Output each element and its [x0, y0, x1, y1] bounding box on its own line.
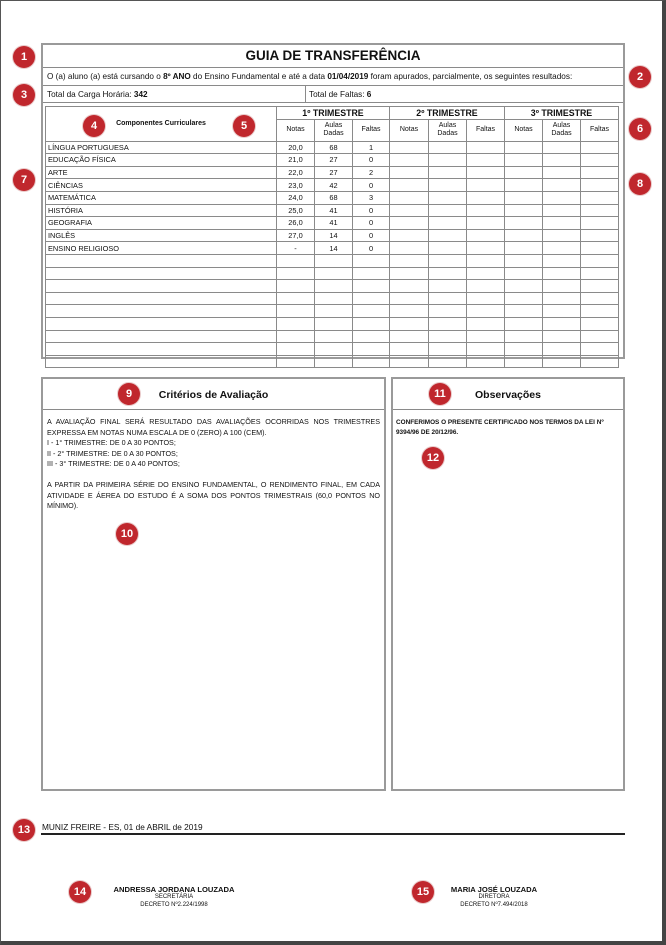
callout-badge: 2 — [629, 66, 651, 88]
t2-notas-cell — [390, 154, 429, 167]
t3-aulas-cell — [543, 355, 581, 368]
t2-notas-cell — [390, 267, 429, 280]
table-row — [46, 305, 619, 318]
components-header: Componentes Curriculares — [46, 107, 277, 142]
t1-faltas-cell — [353, 254, 390, 267]
callout-badge: 11 — [429, 383, 451, 405]
t1-aulas-cell: 27 — [315, 166, 353, 179]
t2-notas-cell — [390, 305, 429, 318]
t1-faltas-cell — [353, 317, 390, 330]
t2-faltas-cell — [467, 292, 505, 305]
t2-notes-header: Notas — [390, 119, 429, 141]
t1-notas-cell: 26,0 — [277, 217, 315, 230]
t3-faltas-cell — [581, 317, 619, 330]
observations-box — [391, 377, 625, 791]
t1-notas-cell — [277, 292, 315, 305]
t3-notas-cell — [505, 154, 543, 167]
t3-notas-cell — [505, 217, 543, 230]
t1-aulas-cell — [315, 254, 353, 267]
criteria-divider — [43, 409, 384, 410]
t3-notas-cell — [505, 254, 543, 267]
director-name: MARIA JOSÉ LOUZADA — [450, 885, 538, 894]
t1-notas-cell — [277, 305, 315, 318]
t1-aulas-cell: 27 — [315, 154, 353, 167]
callout-badge: 14 — [69, 881, 91, 903]
criteria-item-2: II - 2° TRIMESTRE: DE 0 A 30 PONTOS; — [47, 448, 178, 458]
t2-notas-cell — [390, 254, 429, 267]
t3-aulas-cell — [543, 154, 581, 167]
table-row — [46, 254, 619, 267]
t3-aulas-cell — [543, 166, 581, 179]
t3-notes-header: Notas — [505, 119, 543, 141]
t2-notas-cell — [390, 229, 429, 242]
t2-notas-cell — [390, 217, 429, 230]
t3-notas-cell — [505, 343, 543, 356]
t2-notas-cell — [390, 343, 429, 356]
grades-body — [46, 141, 619, 368]
t2-aulas-cell — [429, 217, 467, 230]
t2-aulas-cell — [429, 305, 467, 318]
t2-faltas-cell — [467, 317, 505, 330]
t2-faltas-cell — [467, 305, 505, 318]
subject-cell: ARTE — [46, 166, 277, 179]
t2-classes-header — [429, 119, 467, 141]
table-row — [46, 292, 619, 305]
table-row — [46, 242, 619, 255]
observations-title: Observações — [475, 389, 541, 401]
table-row — [46, 330, 619, 343]
t2-aulas-cell — [429, 141, 467, 154]
t1-notas-cell — [277, 267, 315, 280]
observations-divider — [393, 409, 623, 410]
t3-aulas-cell — [543, 191, 581, 204]
callout-badge: 1 — [13, 46, 35, 68]
t1-notas-cell — [277, 330, 315, 343]
subject-cell — [46, 254, 277, 267]
t2-aulas-cell — [429, 242, 467, 255]
t1-notas-cell — [277, 254, 315, 267]
t3-faltas-cell — [581, 229, 619, 242]
t1-faltas-cell: 1 — [353, 141, 390, 154]
t1-aulas-cell — [315, 317, 353, 330]
t3-notas-cell — [505, 267, 543, 280]
t1-notas-cell: 21,0 — [277, 154, 315, 167]
t3-notas-cell — [505, 355, 543, 368]
t3-faltas-cell — [581, 204, 619, 217]
subject-cell: EDUCAÇÃO FÍSICA — [46, 154, 277, 167]
t1-aulas-cell: 14 — [315, 229, 353, 242]
t3-aulas-cell — [543, 292, 581, 305]
t1-aulas-cell — [315, 355, 353, 368]
signature-secretary — [96, 885, 252, 909]
t3-faltas-cell — [581, 217, 619, 230]
callout-badge: 8 — [629, 173, 651, 195]
criteria-item-1: I - 1° TRIMESTRE: DE 0 A 30 PONTOS; — [47, 438, 176, 448]
t3-faltas-cell — [581, 292, 619, 305]
t2-aulas-cell — [429, 267, 467, 280]
secretary-role: SECRETÁRIA — [154, 894, 194, 900]
subject-cell — [46, 317, 277, 330]
t1-aulas-cell — [315, 280, 353, 293]
t2-aulas-cell — [429, 343, 467, 356]
t1-notas-cell: 27,0 — [277, 229, 315, 242]
t1-absences-header: Faltas — [353, 119, 390, 141]
t1-aulas-cell: 14 — [315, 242, 353, 255]
t1-aulas-cell: 41 — [315, 204, 353, 217]
t3-faltas-cell — [581, 191, 619, 204]
t1-faltas-cell: 0 — [353, 229, 390, 242]
t2-classes-line1: Aulas — [438, 122, 457, 130]
table-row — [46, 154, 619, 167]
t3-aulas-cell — [543, 280, 581, 293]
t2-notas-cell — [390, 204, 429, 217]
document-title: GUIA DE TRANSFERÊNCIA — [245, 48, 421, 63]
t1-notas-cell — [277, 280, 315, 293]
t3-notas-cell — [505, 166, 543, 179]
t2-faltas-cell — [467, 141, 505, 154]
t3-aulas-cell — [543, 330, 581, 343]
subject-cell — [46, 280, 277, 293]
t1-notes-header: Notas — [277, 119, 315, 141]
subject-cell — [46, 343, 277, 356]
subject-cell — [46, 305, 277, 318]
t2-faltas-cell — [467, 154, 505, 167]
t2-aulas-cell — [429, 229, 467, 242]
subject-cell — [46, 355, 277, 368]
subject-cell — [46, 292, 277, 305]
t2-absences-header: Faltas — [467, 119, 505, 141]
t1-faltas-cell — [353, 343, 390, 356]
t3-faltas-cell — [581, 305, 619, 318]
t3-faltas-cell — [581, 330, 619, 343]
t3-faltas-cell — [581, 166, 619, 179]
t2-notas-cell — [390, 280, 429, 293]
t2-faltas-cell — [467, 229, 505, 242]
t3-aulas-cell — [543, 179, 581, 192]
callout-badge: 10 — [116, 523, 138, 545]
secretary-decree: DECRETO Nº2.224/1998 — [140, 901, 208, 908]
director-decree: DECRETO Nº7.494/2018 — [460, 901, 528, 908]
callout-badge: 7 — [13, 169, 35, 191]
t2-aulas-cell — [429, 317, 467, 330]
t2-notas-cell — [390, 179, 429, 192]
subject-cell: CIÊNCIAS — [46, 179, 277, 192]
t1-notas-cell: 24,0 — [277, 191, 315, 204]
criteria-paragraph-1: A AVALIAÇÃO FINAL SERÁ RESULTADO DAS AVALIAÇÕES OCORRIDAS NOS TRIMESTRES EXPRESSA EM NOTAS NUMA ESCALA DE 0 (ZERO) A 100 (CEM). — [47, 417, 380, 437]
t1-aulas-cell: 41 — [315, 217, 353, 230]
t3-faltas-cell — [581, 343, 619, 356]
t1-faltas-cell — [353, 305, 390, 318]
t2-faltas-cell — [467, 191, 505, 204]
table-row — [46, 204, 619, 217]
criteria-paragraph-2: A PARTIR DA PRIMEIRA SÉRIE DO ENSINO FUNDAMENTAL, O RENDIMENTO FINAL, EM CADA ATIVIDADE E ÁEREA DO ESTUDO É A SOMA DOS PONTOS TRIMESTRAIS (60,0 PONTOS NO MÍNIMO). — [47, 479, 380, 511]
criteria-title: Critérios de Avaliação — [158, 389, 269, 401]
secretary-name: ANDRESSA JORDANA LOUZADA — [113, 885, 235, 894]
callout-badge: 9 — [118, 383, 140, 405]
t3-aulas-cell — [543, 305, 581, 318]
t1-faltas-cell: 0 — [353, 242, 390, 255]
table-row — [46, 267, 619, 280]
t2-faltas-cell — [467, 242, 505, 255]
t2-notas-cell — [390, 317, 429, 330]
trimester-1-header: 1º TRIMESTRE — [277, 107, 390, 120]
t1-faltas-cell: 0 — [353, 154, 390, 167]
t1-notas-cell: 23,0 — [277, 179, 315, 192]
t2-notas-cell — [390, 292, 429, 305]
t3-aulas-cell — [543, 217, 581, 230]
table-row — [46, 317, 619, 330]
workload-label: Total da Carga Horária: — [47, 90, 134, 99]
t3-faltas-cell — [581, 154, 619, 167]
t3-faltas-cell — [581, 267, 619, 280]
t3-notas-cell — [505, 305, 543, 318]
subject-cell: INGLÊS — [46, 229, 277, 242]
t3-faltas-cell — [581, 280, 619, 293]
t2-faltas-cell — [467, 166, 505, 179]
absences-value: 6 — [366, 90, 372, 99]
t3-aulas-cell — [543, 242, 581, 255]
trimester-3-header: 3º TRIMESTRE — [505, 107, 619, 120]
t3-notas-cell — [505, 242, 543, 255]
t2-faltas-cell — [467, 217, 505, 230]
intro-sentence — [47, 72, 572, 81]
absences-label: Total de Faltas: — [309, 90, 367, 99]
callout-badge: 5 — [233, 115, 255, 137]
t3-faltas-cell — [581, 179, 619, 192]
observations-text: CONFERIMOS O PRESENTE CERTIFICADO NOS TERMOS DA LEI Nº 9394/96 DE 20/12/96. — [396, 419, 604, 436]
t1-notas-cell — [277, 317, 315, 330]
totals-divider — [43, 102, 623, 103]
t1-aulas-cell — [315, 343, 353, 356]
t3-absences-header: Faltas — [581, 119, 619, 141]
t2-notas-cell — [390, 191, 429, 204]
t1-faltas-cell: 2 — [353, 166, 390, 179]
intro-middle: do Ensino Fundamental e até a data — [190, 72, 328, 81]
t2-notas-cell — [390, 330, 429, 343]
director-role: DIRETORA — [478, 894, 510, 900]
t2-aulas-cell — [429, 166, 467, 179]
t2-aulas-cell — [429, 154, 467, 167]
intro-date: 01/04/2019 — [327, 72, 369, 81]
t3-faltas-cell — [581, 254, 619, 267]
t1-notas-cell: 22,0 — [277, 166, 315, 179]
t2-faltas-cell — [467, 267, 505, 280]
t1-aulas-cell: 68 — [315, 141, 353, 154]
t2-notas-cell — [390, 166, 429, 179]
table-row — [46, 191, 619, 204]
subject-cell — [46, 330, 277, 343]
t1-classes-header — [315, 119, 353, 141]
t2-faltas-cell — [467, 343, 505, 356]
t1-notas-cell: - — [277, 242, 315, 255]
totals-separator — [305, 85, 306, 102]
table-row — [46, 166, 619, 179]
t1-faltas-cell: 0 — [353, 179, 390, 192]
callout-badge: 15 — [412, 881, 434, 903]
t1-classes-line1: Aulas — [324, 122, 343, 130]
t3-aulas-cell — [543, 267, 581, 280]
t3-notas-cell — [505, 179, 543, 192]
t1-aulas-cell — [315, 305, 353, 318]
t2-faltas-cell — [467, 254, 505, 267]
t2-notas-cell — [390, 355, 429, 368]
callout-badge: 6 — [629, 118, 651, 140]
t3-aulas-cell — [543, 141, 581, 154]
place-date: MUNIZ FREIRE - ES, 01 de ABRIL de 2019 — [42, 822, 203, 832]
t3-notas-cell — [505, 191, 543, 204]
t2-aulas-cell — [429, 292, 467, 305]
t1-aulas-cell — [315, 292, 353, 305]
t2-notas-cell — [390, 242, 429, 255]
t2-aulas-cell — [429, 254, 467, 267]
table-row — [46, 280, 619, 293]
t1-notas-cell: 20,0 — [277, 141, 315, 154]
grades-table — [45, 106, 619, 368]
t2-faltas-cell — [467, 280, 505, 293]
trimester-header-row — [46, 107, 619, 120]
t3-notas-cell — [505, 280, 543, 293]
workload-value: 342 — [133, 90, 148, 99]
t3-notas-cell — [505, 204, 543, 217]
t2-classes-line2: Dadas — [437, 130, 458, 138]
table-row — [46, 179, 619, 192]
t3-aulas-cell — [543, 254, 581, 267]
t3-notas-cell — [505, 141, 543, 154]
t2-aulas-cell — [429, 280, 467, 293]
t1-aulas-cell — [315, 267, 353, 280]
t3-notas-cell — [505, 292, 543, 305]
t3-classes-line1: Aulas — [552, 122, 571, 130]
t1-aulas-cell — [315, 330, 353, 343]
t2-faltas-cell — [467, 330, 505, 343]
footer-rule — [41, 833, 625, 835]
intro-prefix: O (a) aluno (a) está cursando o — [47, 72, 164, 81]
title-divider — [43, 67, 623, 68]
t3-aulas-cell — [543, 204, 581, 217]
subject-cell — [46, 267, 277, 280]
trimester-2-header: 2º TRIMESTRE — [390, 107, 505, 120]
t1-aulas-cell: 42 — [315, 179, 353, 192]
t2-faltas-cell — [467, 355, 505, 368]
subject-cell: MATEMÁTICA — [46, 191, 277, 204]
callout-badge: 12 — [422, 447, 444, 469]
t1-faltas-cell — [353, 292, 390, 305]
t2-faltas-cell — [467, 204, 505, 217]
t2-aulas-cell — [429, 355, 467, 368]
table-row — [46, 217, 619, 230]
t3-aulas-cell — [543, 229, 581, 242]
t1-faltas-cell — [353, 280, 390, 293]
subject-cell: GEOGRAFIA — [46, 217, 277, 230]
t2-faltas-cell — [467, 179, 505, 192]
intro-suffix: foram apurados, parcialmente, os seguintes resultados: — [368, 72, 573, 81]
callout-badge: 13 — [13, 819, 35, 841]
t1-notas-cell — [277, 355, 315, 368]
t1-faltas-cell — [353, 267, 390, 280]
t2-aulas-cell — [429, 179, 467, 192]
t1-notas-cell — [277, 343, 315, 356]
t1-faltas-cell — [353, 355, 390, 368]
t3-notas-cell — [505, 317, 543, 330]
t1-faltas-cell: 0 — [353, 204, 390, 217]
t3-notas-cell — [505, 229, 543, 242]
callout-badge: 3 — [13, 84, 35, 106]
t1-faltas-cell: 3 — [353, 191, 390, 204]
table-row — [46, 229, 619, 242]
t3-aulas-cell — [543, 343, 581, 356]
t3-notas-cell — [505, 330, 543, 343]
t1-notas-cell: 25,0 — [277, 204, 315, 217]
callout-badge: 4 — [83, 115, 105, 137]
t3-classes-header — [543, 119, 581, 141]
intro-divider — [43, 85, 623, 86]
absences-total — [309, 90, 371, 99]
table-row — [46, 141, 619, 154]
t3-classes-line2: Dadas — [551, 130, 572, 138]
t1-faltas-cell: 0 — [353, 217, 390, 230]
intro-grade: 8º ANO — [163, 72, 191, 81]
workload-total — [47, 90, 148, 99]
subject-cell: LÍNGUA PORTUGUESA — [46, 141, 277, 154]
subject-cell: ENSINO RELIGIOSO — [46, 242, 277, 255]
table-row — [46, 355, 619, 368]
t2-notas-cell — [390, 141, 429, 154]
t2-aulas-cell — [429, 204, 467, 217]
t2-aulas-cell — [429, 191, 467, 204]
t3-aulas-cell — [543, 317, 581, 330]
criteria-body — [47, 417, 380, 512]
t2-aulas-cell — [429, 330, 467, 343]
table-row — [46, 343, 619, 356]
t3-faltas-cell — [581, 355, 619, 368]
t1-faltas-cell — [353, 330, 390, 343]
criteria-item-3: III - 3° TRIMESTRE: DE 0 A 40 PONTOS; — [47, 459, 180, 469]
t3-faltas-cell — [581, 242, 619, 255]
t3-faltas-cell — [581, 141, 619, 154]
t1-classes-line2: Dadas — [323, 130, 344, 138]
signature-director — [416, 885, 572, 909]
t1-aulas-cell: 68 — [315, 191, 353, 204]
subject-cell: HISTÓRIA — [46, 204, 277, 217]
